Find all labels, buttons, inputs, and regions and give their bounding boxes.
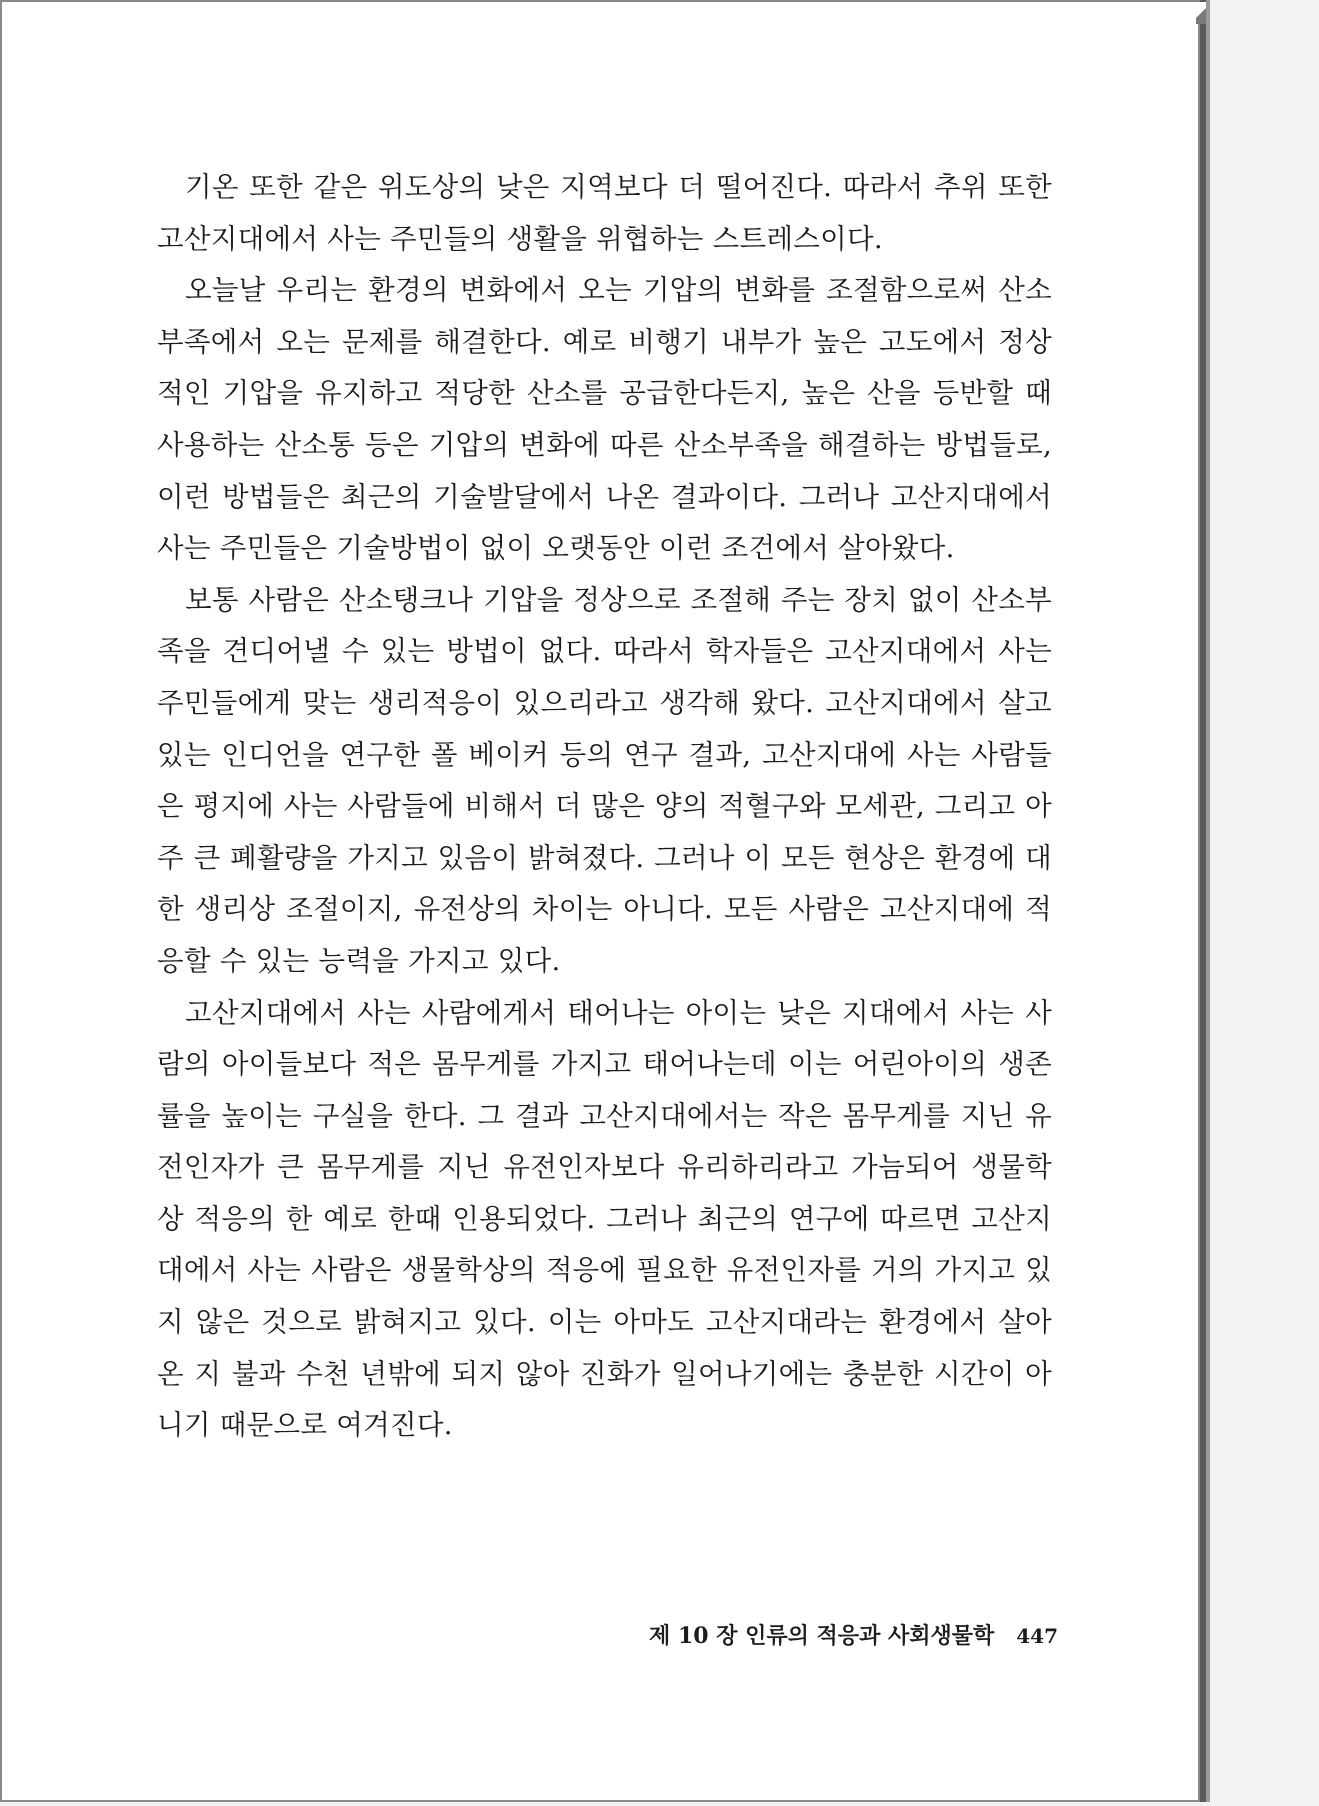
paragraph-1: 기온 또한 같은 위도상의 낮은 지역보다 더 떨어진다. 따라서 추위 또한 고산지대에서 사는 주민들의 생활을 위협하는 스트레스이다. <box>157 171 1052 255</box>
paragraph-2: 오늘날 우리는 환경의 변화에서 오는 기압의 변화를 조절함으로써 산소부족에서 오는 문제를 해결한다. 예로 비행기 내부가 높은 고도에서 정상적인 기압을 유지하고 적당한 산소를 공급한다든지, 높은 산을 등반할 때 사용하는 산소통 등은 기압의 변화에 따른 산소부족을 해결하는 방법들로, 이런 방법들은 최근의 기술발달에서 나온 결과이다. 그러나 고산지대에서 사는 주민들은 기술방법이 없이 오랫동안 이런 조건에서 살아왔다. <box>157 274 1052 565</box>
paragraph-4: 고산지대에서 사는 사람에게서 태어나는 아이는 낮은 지대에서 사는 사람의 아이들보다 적은 몸무게를 가지고 태어나는데 이는 어린아이의 생존률을 높이는 구실을 한다. 그 결과 고산지대에서는 작은 몸무게를 지닌 유전인자가 큰 몸무게를 지닌 유전인자보다 유리하리라고 가늠되어 생물학상 적응의 한 예로 한때 인용되었다. 그러나 최근의 연구에 따르면 고산지대에서 사는 사람은 생물학상의 적응에 필요한 유전인자를 거의 가지고 있지 않은 것으로 밝혀지고 있다. 이는 아마도 고산지대라는 환경에서 살아온 지 불과 수천 년밖에 되지 않아 진화가 일어나기에는 충분한 시간이 아니기 때문으로 여겨진다. <box>157 996 1052 1442</box>
page-footer <box>649 1619 1058 1650</box>
page-number: 447 <box>1016 1624 1058 1648</box>
running-head: 제 10 장 인류의 적응과 사회생물학 <box>649 1623 995 1649</box>
page-edge <box>1196 2 1206 24</box>
body-text <box>157 162 1052 1452</box>
paragraph-3: 보통 사람은 산소탱크나 기압을 정상으로 조절해 주는 장치 없이 산소부족을 견디어낼 수 있는 방법이 없다. 따라서 학자들은 고산지대에서 사는 주민들에게 맞는 생리적응이 있으리라고 생각해 왔다. 고산지대에서 살고 있는 인디언을 연구한 폴 베이커 등의 연구 결과, 고산지대에 사는 사람들은 평지에 사는 사람들에 비해서 더 많은 양의 적혈구와 모세관, 그리고 아주 큰 폐활량을 가지고 있음이 밝혀졌다. 그러나 이 모든 현상은 환경에 대한 생리상 조절이지, 유전상의 차이는 아니다. 모든 사람은 고산지대에 적응할 수 있는 능력을 가지고 있다. <box>157 583 1052 977</box>
